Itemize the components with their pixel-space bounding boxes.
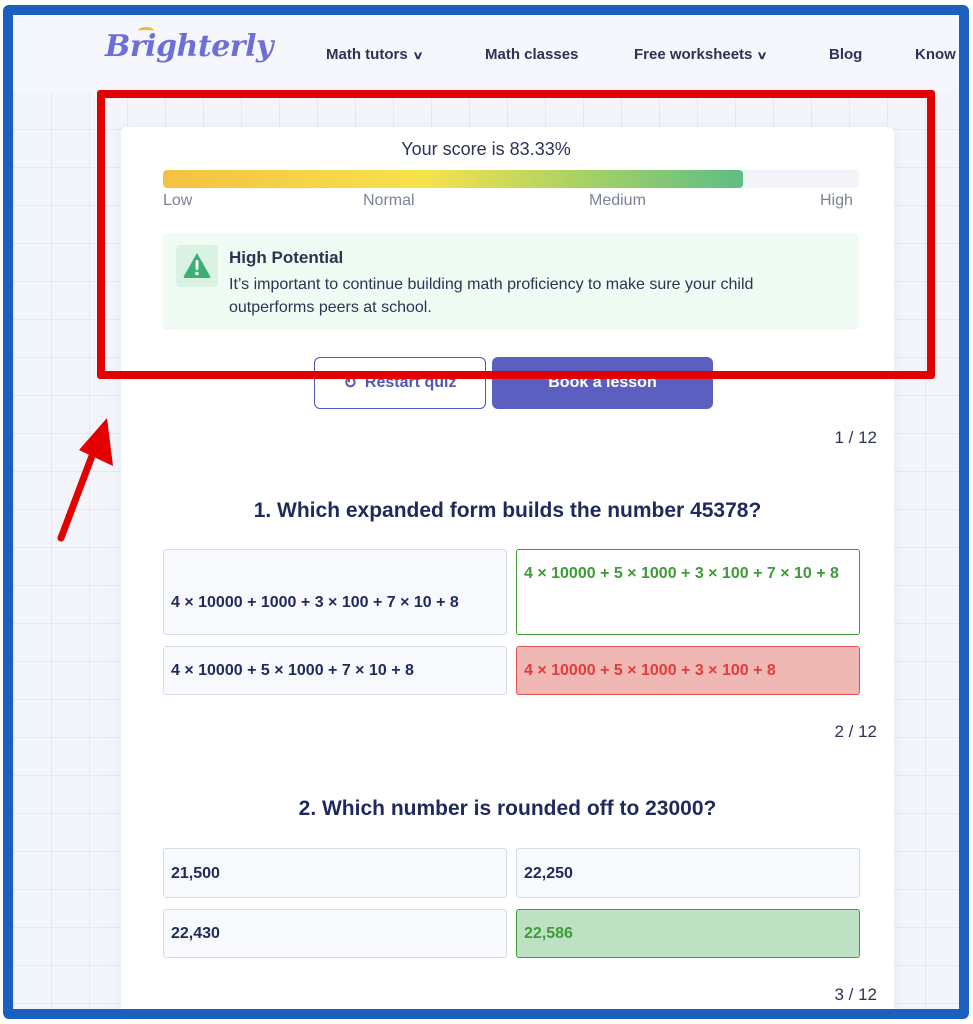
scale-label-high: High [820, 192, 853, 209]
scale-label-medium: Medium [589, 192, 646, 209]
restart-quiz-button[interactable]: ↻ Restart quiz [314, 357, 486, 409]
answer-option[interactable]: 22,250 [516, 848, 860, 898]
nav-item-math-tutors[interactable]: Math tutors ∨ [326, 46, 424, 63]
answer-option-wrong[interactable]: 4 × 10000 + 5 × 1000 + 3 × 100 + 8 [516, 646, 860, 695]
score-title: Your score is 83.33% [401, 139, 571, 159]
answer-option[interactable]: 4 × 10000 + 5 × 1000 + 7 × 10 + 8 [163, 646, 507, 695]
chevron-down-icon: ∨ [756, 50, 769, 62]
nav-item-know[interactable]: Know [915, 46, 956, 63]
alert-title: High Potential [229, 248, 344, 267]
nav-item-blog[interactable]: Blog [829, 46, 863, 63]
score-progress-fill [163, 170, 743, 188]
high-potential-alert [163, 233, 859, 330]
question-title: 2. Which number is rounded off to 23000? [298, 797, 717, 820]
answer-option-correct[interactable]: 22,586 [516, 909, 860, 958]
answer-option-correct[interactable]: 4 × 10000 + 5 × 1000 + 3 × 100 + 7 × 10 + 8 [516, 549, 860, 635]
nav-item-free-worksheets[interactable]: Free worksheets ∨ [634, 46, 769, 63]
score-value: 83.33% [509, 139, 571, 159]
question-title: 1. Which expanded form builds the number 45378? [253, 499, 762, 522]
answer-option[interactable]: 22,430 [163, 909, 507, 958]
chevron-down-icon: ∨ [412, 50, 424, 62]
nav-item-math-classes[interactable]: Math classes [485, 46, 579, 63]
question-counter: 2 / 12 [834, 722, 877, 741]
warning-triangle-icon [176, 245, 218, 287]
scale-label-low: Low [163, 192, 193, 209]
scale-label-normal: Normal [363, 192, 415, 209]
restart-icon: ↻ [343, 375, 357, 392]
alert-text: It’s important to continue building math proficiency to make sure your child outperforms peers at school. [229, 276, 754, 316]
brighterly-logo[interactable]: Brighterly [105, 29, 273, 64]
annotation-arrow-icon [55, 410, 125, 545]
answer-option[interactable]: 21,500 [163, 848, 507, 898]
score-progress-bar [163, 170, 859, 188]
question-counter: 3 / 12 [834, 985, 877, 1004]
answer-option[interactable]: 4 × 10000 + 1000 + 3 × 100 + 7 × 10 + 8 [163, 549, 507, 635]
question-counter: 1 / 12 [834, 428, 877, 447]
screenshot-frame [3, 5, 969, 1019]
book-lesson-button[interactable]: Book a lesson [492, 357, 713, 409]
top-navigation [13, 15, 959, 93]
